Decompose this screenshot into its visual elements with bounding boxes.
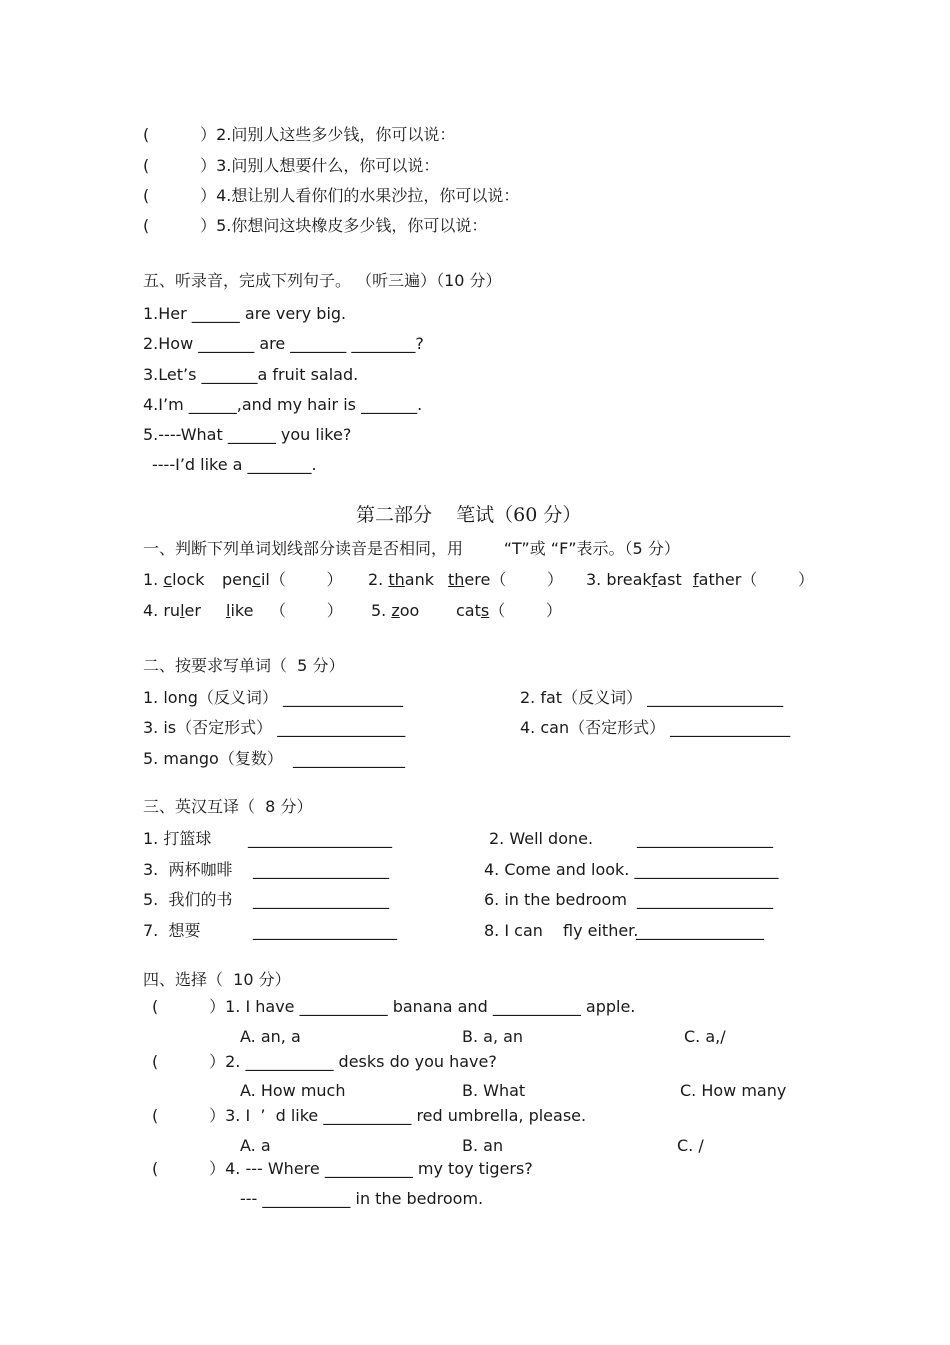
listening-line: 5.----What ______ you like? — [143, 425, 352, 444]
choice-question-continued: --- ___________ in the bedroom. — [240, 1189, 484, 1208]
phonics-word: 1. clock — [143, 570, 205, 589]
choice-option: C. / — [677, 1136, 704, 1155]
choice-option: C. How many — [680, 1081, 787, 1100]
question-5: ( ）5.你想问这块橡皮多少钱，你可以说： — [143, 216, 488, 235]
phonics-word: pencil（ ） — [222, 570, 343, 589]
phonics-word: 4. ruler — [143, 601, 201, 620]
answer-blank: _________________ — [637, 829, 773, 848]
phonics-word: like — [226, 601, 254, 620]
translate-item: fly either. — [563, 921, 639, 940]
words-item: 3. is（否定形式） ________________ — [143, 718, 406, 737]
answer-blank: （ ） — [270, 601, 343, 620]
translate-heading: 三、英汉互译（ 8 分） — [143, 797, 313, 816]
choice-question: ( ）4. --- Where ___________ my toy tigers? — [152, 1159, 533, 1178]
choice-option: A. a — [240, 1136, 271, 1155]
part2-title: 第二部分 笔试（60 分） — [356, 504, 582, 526]
answer-blank: _________________ — [253, 890, 389, 909]
words-item: 2. fat（反义词） _________________ — [520, 688, 784, 707]
translate-item: 2. Well done. — [489, 829, 594, 848]
phonics-word: cats（ ） — [456, 601, 562, 620]
answer-blank: __________________ — [253, 921, 397, 940]
phonics-word: there（ ） — [448, 570, 564, 589]
translate-item: 1. 打篮球 — [143, 829, 212, 848]
question-3: ( ）3.问别人想要什么，你可以说： — [143, 156, 440, 175]
words-item: 4. can（否定形式） _______________ — [520, 718, 791, 737]
translate-item: 4. Come and look. __________________ — [484, 860, 779, 879]
words-item: 5. mango（复数） ______________ — [143, 749, 406, 768]
translate-item: 7. 想要 — [143, 921, 201, 940]
listening-line: 3.Let’s _______a fruit salad. — [143, 365, 359, 384]
choice-question: ( ）3. I ’ d like ___________ red umbrella, please. — [152, 1106, 587, 1125]
listening-line: 4.I’m ______,and my hair is _______. — [143, 395, 423, 414]
listening-line: 1.Her ______ are very big. — [143, 304, 347, 323]
listening-line: 2.How _______ are _______ ________? — [143, 334, 424, 353]
choice-option: B. a, an — [462, 1027, 524, 1046]
phonics-word: 3. breakfast — [586, 570, 682, 589]
answer-blank: （ ） — [741, 570, 814, 589]
answer-blank: __________________ — [248, 829, 392, 848]
translate-item: 8. I can — [484, 921, 543, 940]
choice-option: A. How much — [240, 1081, 346, 1100]
choice-question: ( ）1. I have ___________ banana and ___________ apple. — [152, 997, 636, 1016]
words-item: 1. long（反义词） _______________ — [143, 688, 403, 707]
choice-option: C. a,/ — [684, 1027, 726, 1046]
listening-line: ----I’d like a ________. — [152, 455, 317, 474]
answer-blank: ________________ — [636, 921, 764, 940]
answer-blank: （ ） — [490, 570, 564, 589]
translate-item: 3. 两杯咖啡 — [143, 860, 233, 879]
translate-item: 5. 我们的书 — [143, 890, 233, 909]
answer-blank: _________________ — [253, 860, 389, 879]
answer-blank: （ ） — [489, 601, 562, 620]
listening-heading: 五、听录音，完成下列句子。 （听三遍）（10 分） — [143, 271, 502, 290]
question-2: ( ）2.问别人这些多少钱，你可以说： — [143, 125, 456, 144]
choice-option: A. an, a — [240, 1027, 301, 1046]
choice-question: ( ）2. ___________ desks do you have? — [152, 1052, 497, 1071]
phonics-word: father（ ） — [693, 570, 814, 589]
words-heading: 二、按要求写单词（ 5 分） — [143, 656, 345, 675]
phonics-word: 2. thank — [368, 570, 434, 589]
phonics-heading: 一、判断下列单词划线部分读音是否相同，用 “T”或 “F”表示。（5 分） — [143, 539, 680, 558]
phonics-word: 5. zoo — [371, 601, 420, 620]
answer-blank: （ ） — [269, 570, 343, 589]
choice-option: B. an — [462, 1136, 504, 1155]
question-4: ( ）4.想让别人看你们的水果沙拉，你可以说： — [143, 186, 520, 205]
translate-item: 6. in the bedroom — [484, 890, 627, 909]
choice-option: B. What — [462, 1081, 526, 1100]
answer-blank: _________________ — [637, 890, 773, 909]
choice-heading: 四、选择（ 10 分） — [143, 970, 291, 989]
